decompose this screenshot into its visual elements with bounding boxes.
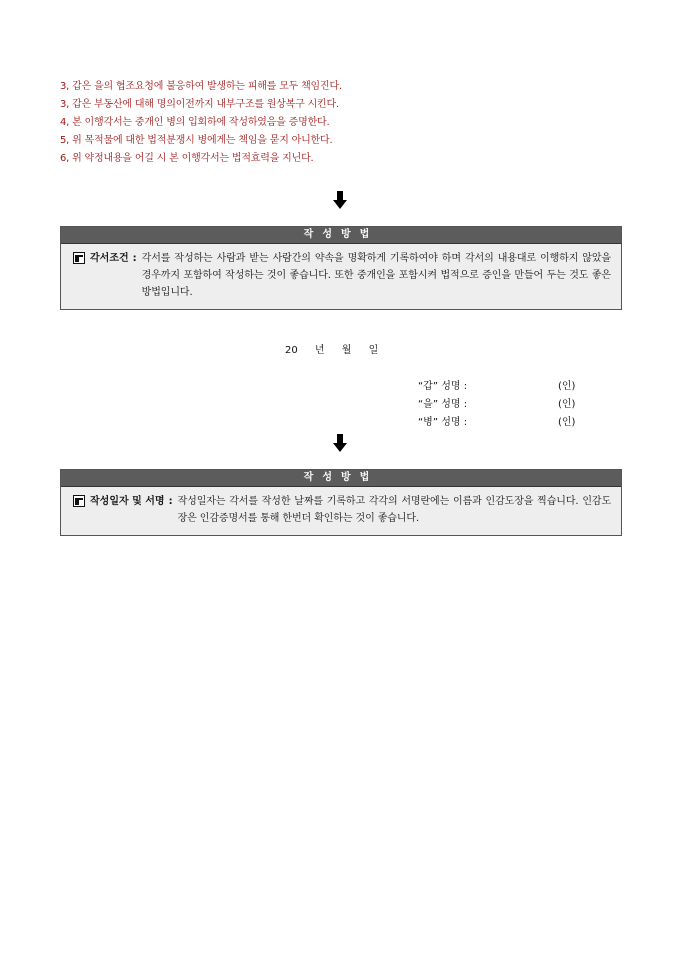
signature-line [418,377,575,392]
signature-label: “병” 성명 : [418,417,468,428]
seal-mark: (인) [558,417,576,428]
clause-item: 3, 갑은 을의 협조요청에 불응하여 발생하는 피해를 모두 책임진다. [60,81,342,92]
guide-box-conditions [60,226,622,310]
guide-term-label: 각서조건 [90,253,129,264]
down-arrow-icon [330,433,350,453]
guide-term-colon: : [168,496,173,507]
date-line: 20 년 월 일 [285,345,379,356]
seal-mark: (인) [558,381,576,392]
signature-line [418,395,575,410]
clause-item: 6, 위 약정내용을 어길 시 본 이행각서는 법적효력을 지닌다. [60,153,314,164]
pointing-hand-icon [73,252,85,264]
pointing-hand-icon [73,495,85,507]
seal-mark: (인) [558,399,576,410]
down-arrow-icon [330,190,350,210]
signature-label: “갑” 성명 : [418,381,468,392]
guide-term [73,250,142,301]
guide-term-colon: : [132,253,137,264]
guide-body [61,487,621,535]
guide-header: 작성방법 [61,470,621,487]
guide-header: 작성방법 [61,227,621,244]
guide-description: 작성일자는 각서를 작성한 날짜를 기록하고 각각의 서명란에는 이름과 인감도장을 찍습니다. 인감도장은 인감증명서를 통해 한번더 확인하는 것이 좋습니다. [177,496,611,524]
clause-item: 5, 위 목적물에 대한 법적분쟁시 병에게는 책임을 묻지 아니한다. [60,135,333,146]
clause-list [60,78,620,168]
guide-description: 각서를 작성하는 사람과 받는 사람간의 약속을 명확하게 기록하여야 하며 각서의 내용대로 이행하지 않았을 경우까지 포함하여 작성하는 것이 좋습니다. 또한 중개인을 포함시켜 법적으로 증인을 만들어 두는 것도 좋은 방법입니다. [141,253,611,298]
guide-box-date-signature [60,469,622,536]
signature-label: “을” 성명 : [418,399,468,410]
signature-line [418,413,575,428]
clause-item: 3, 갑은 부동산에 대해 명의이전까지 내부구조를 원상복구 시킨다. [60,99,339,110]
clause-item: 4, 본 이행각서는 중개인 병의 입회하에 작성하였음을 증명한다. [60,117,330,128]
guide-body [61,244,621,309]
guide-term-label: 작성일자 및 서명 [90,496,165,507]
guide-term [73,493,178,527]
